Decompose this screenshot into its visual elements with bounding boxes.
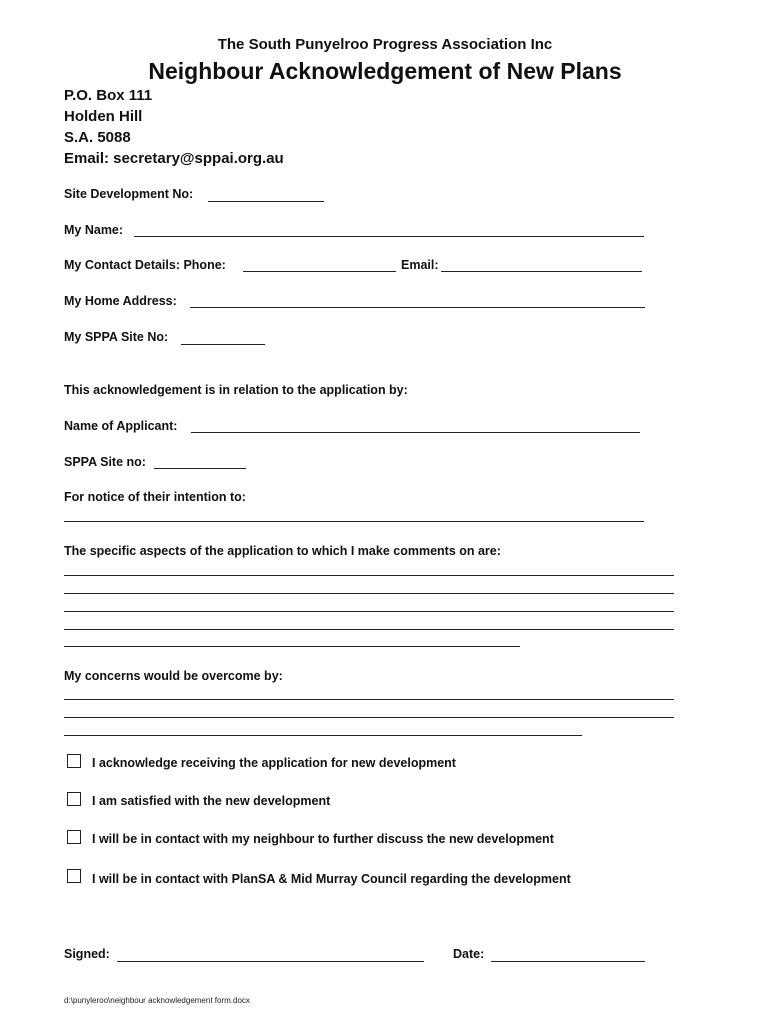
concerns-overcome-label: My concerns would be overcome by: xyxy=(64,669,283,683)
contact-phone-field[interactable] xyxy=(243,257,396,271)
date-underline xyxy=(491,961,645,962)
my-name-label: My Name: xyxy=(64,223,124,237)
site-development-no-label: Site Development No: xyxy=(64,187,194,201)
sppa-site-no-field[interactable] xyxy=(181,329,265,343)
site-development-no-field[interactable] xyxy=(208,186,324,200)
satisfied-checkbox[interactable] xyxy=(67,792,81,806)
contact-neighbour-checkbox[interactable] xyxy=(67,830,81,844)
contact-council-label: I will be in contact with PlanSA & Mid Murray Council regarding the development xyxy=(92,872,571,886)
document-file-path: d:\punyleroo\neighbour acknowledgement form.docx xyxy=(64,996,250,1005)
acknowledge-receipt-checkbox[interactable] xyxy=(67,754,81,768)
contact-email-underline xyxy=(441,271,642,272)
concerns-line-3[interactable] xyxy=(64,735,582,736)
address-suburb: Holden Hill xyxy=(64,108,143,125)
signature-field[interactable] xyxy=(117,946,424,960)
date-field[interactable] xyxy=(491,946,645,960)
my-name-underline xyxy=(134,236,644,237)
my-name-field[interactable] xyxy=(134,222,644,236)
address-po-box: P.O. Box 111 xyxy=(64,87,153,104)
relation-intro-text: This acknowledgement is in relation to the application by: xyxy=(64,383,408,397)
contact-phone-label: My Contact Details: Phone: xyxy=(64,258,226,272)
specific-aspects-label: The specific aspects of the application to which I make comments on are: xyxy=(64,544,501,558)
home-address-underline xyxy=(190,307,645,308)
applicant-site-no-field[interactable] xyxy=(154,454,246,468)
sppa-site-no-underline xyxy=(181,344,265,345)
acknowledge-receipt-label: I acknowledge receiving the application for new development xyxy=(92,756,456,770)
specific-aspects-line-3[interactable] xyxy=(64,611,674,612)
satisfied-label: I am satisfied with the new development xyxy=(92,794,331,808)
specific-aspects-line-2[interactable] xyxy=(64,593,674,594)
specific-aspects-line-4[interactable] xyxy=(64,629,674,630)
contact-email-field[interactable] xyxy=(441,257,642,271)
notice-intention-underline xyxy=(64,521,644,522)
notice-intention-field[interactable] xyxy=(64,507,644,521)
site-development-no-underline xyxy=(208,201,324,202)
applicant-site-no-underline xyxy=(154,468,246,469)
contact-council-checkbox[interactable] xyxy=(67,869,81,883)
specific-aspects-line-1[interactable] xyxy=(64,575,674,576)
concerns-line-2[interactable] xyxy=(64,717,674,718)
applicant-name-label: Name of Applicant: xyxy=(64,419,178,433)
home-address-field[interactable] xyxy=(190,293,645,307)
contact-neighbour-label: I will be in contact with my neighbour to further discuss the new development xyxy=(92,832,554,846)
applicant-site-no-label: SPPA Site no: xyxy=(64,455,146,469)
organization-name: The South Punyelroo Progress Association Inc xyxy=(217,36,553,53)
address-email: Email: secretary@sppai.org.au xyxy=(64,150,284,167)
notice-intention-label: For notice of their intention to: xyxy=(64,490,246,504)
signature-underline xyxy=(117,961,424,962)
home-address-label: My Home Address: xyxy=(64,294,177,308)
signed-label: Signed: xyxy=(64,947,110,961)
concerns-line-1[interactable] xyxy=(64,699,674,700)
address-state-postcode: S.A. 5088 xyxy=(64,129,131,146)
contact-phone-underline xyxy=(243,271,396,272)
sppa-site-no-label: My SPPA Site No: xyxy=(64,330,169,344)
applicant-name-field[interactable] xyxy=(191,418,640,432)
date-label: Date: xyxy=(453,947,485,961)
specific-aspects-line-5[interactable] xyxy=(64,646,520,647)
applicant-name-underline xyxy=(191,432,640,433)
contact-email-label: Email: xyxy=(401,258,439,272)
form-title: Neighbour Acknowledgement of New Plans xyxy=(148,58,622,84)
